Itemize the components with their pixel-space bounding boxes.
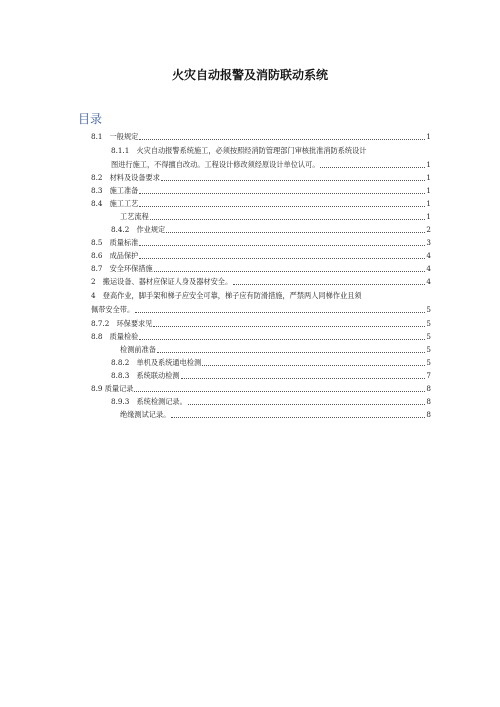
- toc-entry-label: 8.6 成品保护: [91, 251, 139, 260]
- toc-leader-dots: [157, 352, 425, 353]
- toc-leader-dots: [320, 167, 425, 168]
- toc-entry-label: 8.9 质量记录: [91, 384, 134, 393]
- toc-entry[interactable]: [91, 251, 431, 261]
- toc-entry-page: 4: [426, 251, 431, 260]
- toc-entry-page: 5: [426, 319, 431, 328]
- toc-leader-dots: [161, 180, 425, 181]
- toc-entry-label: 8.8 质量检验: [91, 332, 139, 341]
- toc-entry-wrapped-line[interactable]: [91, 290, 362, 302]
- toc-leader-dots: [233, 284, 425, 285]
- toc-entry-page: 1: [426, 173, 431, 182]
- toc-entry-page: 8: [426, 384, 431, 393]
- toc-entry[interactable]: [91, 186, 431, 196]
- toc-leader-dots: [166, 232, 425, 233]
- toc-leader-dots: [139, 258, 425, 259]
- toc-entry-page: 1: [426, 212, 431, 221]
- toc-entry-label: 8.4 施工工艺: [91, 199, 139, 208]
- toc-entry[interactable]: [120, 410, 431, 420]
- toc-leader-dots: [202, 365, 425, 366]
- toc-entry[interactable]: [91, 384, 431, 394]
- toc-entry-page: 7: [426, 371, 431, 380]
- toc-leader-dots: [134, 391, 425, 392]
- toc-leader-dots: [150, 219, 426, 220]
- toc-entry-label: 图进行施工，不得擅自改动。工程设计修改须经原设计单位认可。: [111, 160, 320, 169]
- toc-leader-dots: [154, 271, 426, 272]
- toc-entry-label: 绝缘测试记录。: [120, 410, 171, 419]
- toc-entry[interactable]: [91, 332, 431, 342]
- toc-heading: 目录: [78, 112, 103, 126]
- toc-entry-label: 佩带安全带。: [91, 305, 135, 314]
- toc-entry-label: 8.1.1 火灾自动报警系统施工，必须按照经消防管理部门审核批准消防系统设计: [111, 146, 367, 155]
- toc-entry[interactable]: [91, 264, 431, 274]
- toc-entry[interactable]: [91, 238, 431, 248]
- toc-leader-dots: [181, 378, 426, 379]
- toc-entry[interactable]: [111, 160, 431, 170]
- toc-entry-page: 8: [426, 397, 431, 406]
- toc-entry-label: 8.8.2 单机及系统通电检测: [111, 358, 202, 367]
- toc-entry-label: 8.2 材料及设备要求: [91, 173, 160, 182]
- toc-entry[interactable]: [111, 371, 431, 381]
- toc-entry-label: 8.8.3 系统联动检测: [111, 371, 180, 380]
- toc-entry[interactable]: [91, 199, 431, 209]
- toc-entry[interactable]: [91, 173, 431, 183]
- toc-entry-page: 5: [426, 358, 431, 367]
- toc-entry-page: 1: [426, 160, 431, 169]
- toc-entry-wrapped-line[interactable]: [111, 145, 366, 157]
- toc-entry-page: 1: [426, 186, 431, 195]
- toc-entry-label: 8.5 质量标准: [91, 238, 139, 247]
- toc-entry[interactable]: [111, 225, 431, 235]
- toc-entry[interactable]: [111, 358, 431, 368]
- toc-entry-label: 8.4.2 作业规定: [111, 225, 166, 234]
- toc-entry-page: 5: [426, 305, 431, 314]
- toc-entry-label: 2 搬运设备、器材应保证人身及器材安全。: [91, 277, 233, 286]
- toc-leader-dots: [135, 312, 425, 313]
- toc-leader-dots: [139, 139, 425, 140]
- toc-entry-page: 8: [426, 410, 431, 419]
- toc-entry[interactable]: [91, 305, 431, 315]
- toc-entry-label: 8.3 施工准备: [91, 186, 139, 195]
- toc-entry-label: 检测前准备: [120, 345, 156, 354]
- toc-leader-dots: [139, 339, 425, 340]
- toc-entry[interactable]: [91, 277, 431, 287]
- document-title: 火灾自动报警及消防联动系统: [171, 68, 328, 82]
- toc-entry[interactable]: [91, 132, 431, 142]
- toc-entry-label: 8.9.3 系统检测记录。: [111, 397, 187, 406]
- toc-entry-label: 工艺流程: [120, 212, 149, 221]
- toc-entry-page: 4: [426, 277, 431, 286]
- toc-entry-page: 3: [426, 238, 431, 247]
- toc-entry[interactable]: [111, 397, 431, 407]
- toc-entry-page: 1: [426, 132, 431, 141]
- toc-entry-label: 8.7 安全环保措施: [91, 264, 153, 273]
- toc-entry-label: 4 登高作业，脚手架和梯子应安全可靠，梯子应有防滑措施，严禁两人同梯作业且须: [91, 291, 362, 300]
- toc-entry-label: 8.1 一般规定: [91, 132, 139, 141]
- toc-entry-page: 4: [426, 264, 431, 273]
- toc-entry-page: 1: [426, 199, 431, 208]
- toc-entry-page: 2: [426, 225, 431, 234]
- toc-entry[interactable]: [120, 212, 431, 222]
- toc-leader-dots: [171, 417, 425, 418]
- toc-entry-page: 5: [426, 345, 431, 354]
- toc-leader-dots: [188, 404, 426, 405]
- toc-entry-page: 5: [426, 332, 431, 341]
- toc-leader-dots: [153, 326, 425, 327]
- toc-entry[interactable]: [120, 345, 431, 355]
- toc-leader-dots: [139, 193, 425, 194]
- toc-entry-label: 8.7.2 环保要求见: [91, 319, 153, 328]
- toc-leader-dots: [139, 206, 425, 207]
- toc-entry[interactable]: [91, 319, 431, 329]
- toc-leader-dots: [139, 245, 425, 246]
